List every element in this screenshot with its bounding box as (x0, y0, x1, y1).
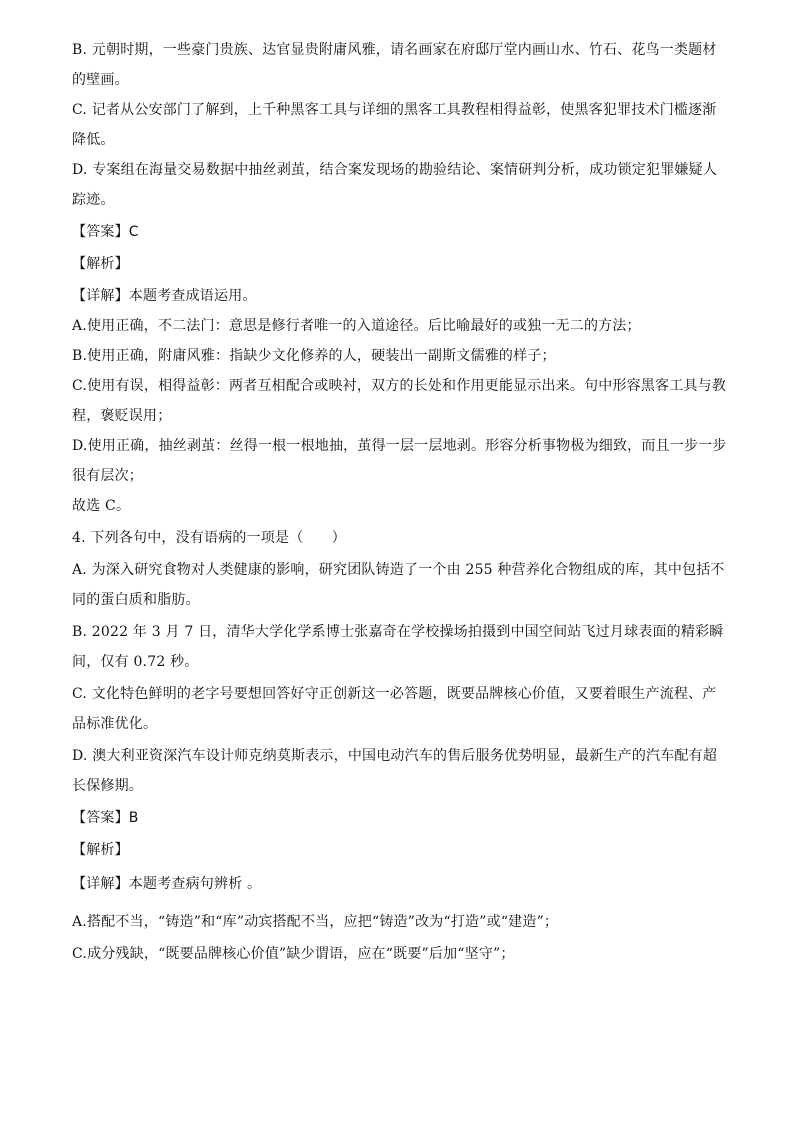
conclusion-q3: 故选 C。 (72, 498, 131, 514)
option-d-line-2: 踪迹。 (72, 192, 115, 208)
option-b-line-2: 的壁画。 (72, 72, 129, 88)
answer-label-q4: 【答案】B (72, 810, 139, 826)
explanation-d-q3-line-1: D.使用正确，抽丝剥茧：丝得一根一根地抽，茧得一层一层地剥。形容分析事物极为细致，而且一步一步 (72, 438, 727, 454)
explanation-a-q3: A.使用正确，不二法门：意思是修行者唯一的入道途径。后比喻最好的或独一无二的方法； (72, 318, 641, 334)
explanation-d-q3-line-2: 很有层次； (72, 468, 143, 484)
explanation-c-q3-line-1: C.使用有误，相得益彰：两者互相配合或映衬，双方的长处和作用更能显示出来。句中形容黑客工具与教 (72, 378, 727, 394)
q4-option-c-line-2: 品标准优化。 (72, 716, 158, 732)
analysis-label-q4: 【解析】 (72, 842, 129, 858)
explanation-c-q4: C.成分残缺，“既要品牌核心价值”缺少谓语，应在“既要”后加“坚守”； (72, 946, 515, 962)
q4-option-a-line-2: 同的蛋白质和脂肪。 (72, 592, 200, 608)
q4-option-c-line-1: C. 文化特色鲜明的老字号要想回答好守正创新这一必答题，既要品牌核心价值，又要着眼生产流程、产 (72, 686, 717, 702)
q4-option-a-line-1: A. 为深入研究食物对人类健康的影响，研究团队铸造了一个由 255 种营养化合物组成的库，其中包括不 (72, 562, 725, 578)
q4-option-d-line-1: D. 澳大利亚资深汽车设计师克纳莫斯表示，中国电动汽车的售后服务优势明显，最新生产的汽车配有超 (72, 748, 718, 764)
detail-intro-q3: 【详解】本题考查成语运用。 (72, 288, 257, 304)
explanation-b-q3: B.使用正确，附庸风雅：指缺少文化修养的人，硬装出一副斯文儒雅的样子； (72, 348, 556, 364)
explanation-c-q3-line-2: 程，褒贬误用； (72, 408, 172, 424)
option-c-line-2: 降低。 (72, 132, 115, 148)
analysis-label-q3: 【解析】 (72, 256, 129, 272)
q4-option-d-line-2: 长保修期。 (72, 778, 143, 794)
option-c-line-1: C. 记者从公安部门了解到，上千种黑客工具与详细的黑客工具教程相得益彰，使黑客犯罪技术门槛逐渐 (72, 102, 717, 118)
answer-label-q3: 【答案】C (72, 224, 139, 240)
option-d-line-1: D. 专案组在海量交易数据中抽丝剥茧，结合案发现场的勘验结论、案情研判分析，成功锁定犯罪嫌疑人 (72, 162, 718, 178)
question-4-stem: 4. 下列各句中，没有语病的一项是（ ） (72, 530, 347, 546)
q4-option-b-line-2: 间，仅有 0.72 秒。 (72, 654, 199, 670)
detail-intro-q4: 【详解】本题考查病句辨析 。 (72, 876, 262, 892)
explanation-a-q4: A.搭配不当，“铸造”和“库”动宾搭配不当，应把“铸造”改为“打造”或“建造”； (72, 914, 559, 930)
q4-option-b-line-1: B. 2022 年 3 月 7 日，清华大学化学系博士张嘉奇在学校操场拍摄到中国空间站飞过月球表面的精彩瞬 (72, 624, 724, 640)
option-b-line-1: B. 元朝时期，一些豪门贵族、达官显贵附庸风雅，请名画家在府邸厅堂内画山水、竹石、花鸟一类题材 (72, 42, 717, 58)
